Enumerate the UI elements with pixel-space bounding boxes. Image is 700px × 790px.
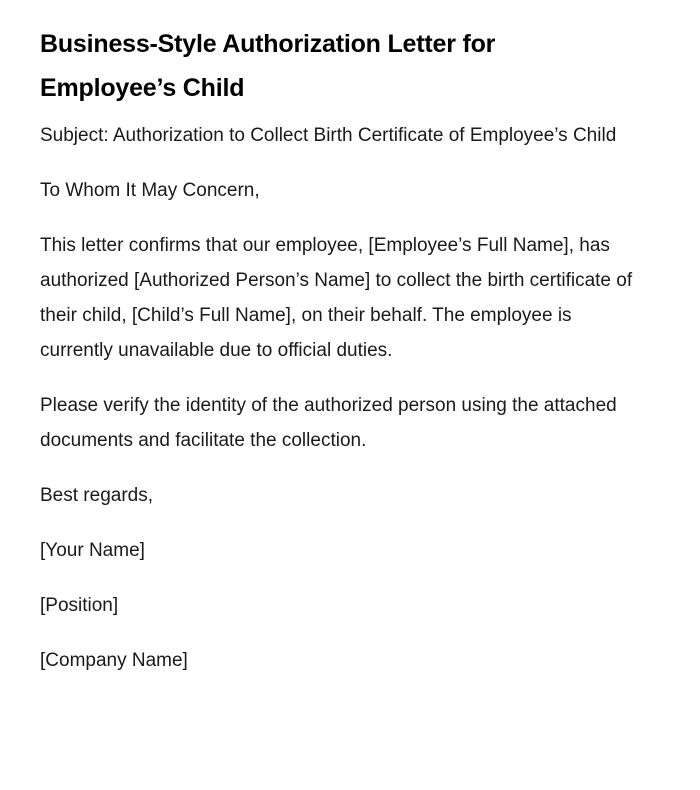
page-title: Business-Style Authorization Letter for Employee’s Child xyxy=(40,30,496,102)
letter-body-paragraph-2: Please verify the identity of the authorized person using the attached documents and facilitate the collection. xyxy=(40,395,617,451)
signature-company: [Company Name] xyxy=(40,650,188,671)
signature-position: [Position] xyxy=(40,595,119,616)
signature-name: [Your Name] xyxy=(40,540,145,561)
letter-salutation: To Whom It May Concern, xyxy=(40,180,260,201)
letter-body-paragraph-1: This letter confirms that our employee, [Employee’s Full Name], has authorized [Authorized Person’s Name] to collect the birth certificate of their child, [Child’s Full Name], on their behalf. The employee is currently unavailable due to official duties. xyxy=(40,235,633,361)
letter-subject: Subject: Authorization to Collect Birth Certificate of Employee’s Child xyxy=(40,125,617,146)
letter-closing: Best regards, xyxy=(40,485,153,506)
